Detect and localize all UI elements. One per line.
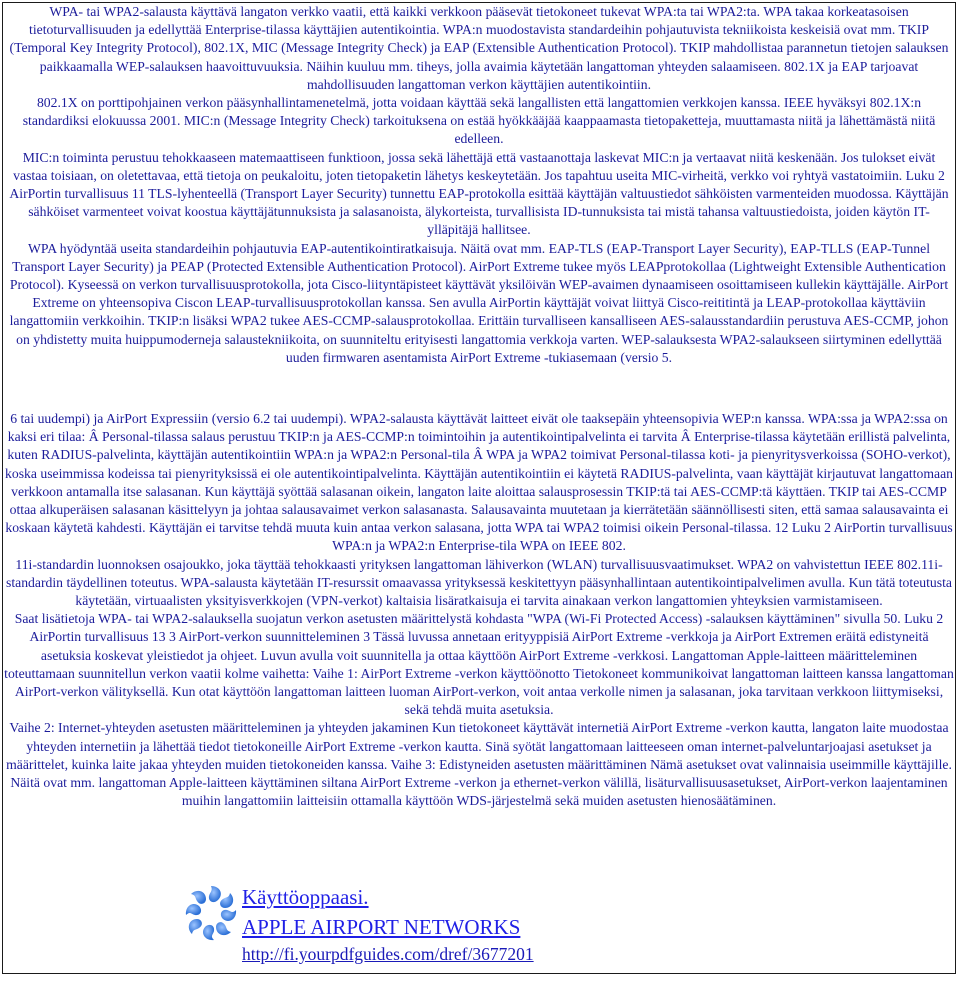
text-block-top [4, 3, 954, 367]
paragraph: MIC:n toiminta perustuu tehokkaaseen matemaattiseen funktioon, jossa sekä lähettäjä että vastaanottaja laskevat MIC:n ja vertaavat niitä keskenään. Jos tulokset eivät vastaa toisiaan, on oletettavaa, että tietoja on peukaloitu, joten tietopaketin lähetys keskeytetään. Jos tapahtuu useita MIC-virheitä, verkko voi ryhtyä vastatoimiin. Luku 2 AirPortin turvallisuus 11 TLS-lyhenteellä (Transport Layer Security) tunnettu EAP-protokolla esittää käyttäjän valtuustiedot sähköisten varmenteiden muodossa. Käyttäjän sähköiset varmenteet voivat koostua käyttäjätunnuksista ja salasanoista, älykorteista, turvallisista ID-tunnuksista tai mistä tahansa valtuustiedoista, joiden käytön IT-ylläpitäjä hallitsee. [9, 149, 949, 238]
paragraph: Vaihe 2: Internet-yhteyden asetusten määritteleminen ja yhteyden jakaminen Kun tietokoneet käyttävät internetiä AirPort Extreme -verkon kautta, langaton laite muodostaa yhteyden internetiin ja lähettää tiedot tietokoneille AirPort Extreme -verkon kautta. Sinä syötät langattomaan laitteeseen oman internet-palveluntarjoajasi asetukset ja määrittelet, kuinka laite jakaa yhteyden muiden tietokoneiden kanssa. Vaihe 3: Edistyneiden asetusten määrittäminen Nämä asetukset ovat valinnaisia useimmille käyttäjille. Näitä ovat mm. langattoman Apple-laitteen käyttäminen siltana AirPort Extreme -verkon ja ethernet-verkon välillä, lisäturvallisuusasetukset, AirPort-verkon laajentaminen muihin langattomiin laitteisiin ottamalla käyttöön WDS-järjestelmä sekä muiden asetusten hienosäätäminen. [6, 720, 952, 809]
blue-swirl-logo-icon [180, 882, 242, 944]
paragraph: 6 tai uudempi) ja AirPort Expressiin (versio 6.2 tai uudempi). WPA2-salausta käyttävät laitteet eivät ole taaksepäin yhteensopivia WEP:n kanssa. WPA:ssa ja WPA2:ssa on kaksi eri tilaa: Â Personal-tilassa salaus perustuu TKIP:n ja AES-CCMP:n toimintoihin ja autentikointipalvelinta ei tarvita Â Enterprise-tilassa käytetään erillistä palvelinta, kuten RADIUS-palvelinta, käyttäjän autentikointiin WPA:n ja WPA2:n Personal-tila Â WPA ja WPA2 toimivat Personal-tilassa koti- ja pienyritysverkoissa (SOHO-verkot), koska useimmissa kodeissa tai pienyrityksissä ei ole autentikointipalvelinta. Käyttäjän autentikointiin ei käytetä RADIUS-palvelinta, vaan käyttäjät kirjautuvat langattomaan verkkoon antamalla itse salasanan. Kun käyttäjä syöttää salasanan oikein, langaton laite aloittaa salausprosessin TKIP:tä tai AES-CCMP:tä käyttäen. TKIP tai AES-CCMP ottaa alkuperäisen salasanan käsittelyyn ja johtaa salausavaimet verkon salasanasta. Salausavainta muutetaan ja kierrätetään säännöllisesti siten, että samaa salausavainta ei koskaan käytetä kahdesti. Käyttäjän ei tarvitse tehdä muuta kuin antaa verkon salasana, jotta WPA tai WPA2 toimisi oikein Personal-tilassa. 12 Luku 2 AirPortin turvallisuus WPA:n ja WPA2:n Enterprise-tila WPA on IEEE 802. [5, 411, 953, 554]
manuals-link[interactable]: Käyttöoppaasi. [242, 885, 369, 909]
paragraph: 802.1X on porttipohjainen verkon pääsynhallintamenetelmä, jotta voidaan käyttää sekä langallisten että langattomien verkkojen kanssa. IEEE hyväksyi 802.1X:n standardiksi elokuussa 2001. MIC:n (Message Integrity Check) tarkoituksena on estää hyökkääjää kaappaamasta tietopaketteja, muuttamasta niitä ja lähettämästä niitä edelleen. [22, 95, 936, 147]
paragraph: WPA- tai WPA2-salausta käyttävä langaton verkko vaatii, että kaikki verkkoon pääsevät tietokoneet tukevat WPA:ta tai WPA2:ta. WPA takaa korkeatasoisen tietoturvallisuuden ja edellyttää Enterprise-tilassa käyttäjien autentikointia. WPA:n muodostavista standardeihin pohjautuvista tekniikoista keskeisiä ovat mm. TKIP (Temporal Key Integrity Protocol), 802.1X, MIC (Message Integrity Check) ja EAP (Extensible Authentication Protocol). TKIP mahdollistaa parannetun tietojen salauksen paikkaamalla WEP-salauksen haavoittuvuuksia. Näihin kuuluu mm. tiheys, jolla avaimia käytetään langattoman yhteyden salaamiseen. 802.1X ja EAP tarjoavat mahdollisuuden langattoman verkon käyttäjien autentikointiin. [9, 4, 949, 92]
paragraph: 11i-standardin luonnoksen osajoukko, joka täyttää tehokkaasti yrityksen langattoman lähiverkon (WLAN) turvallisuusvaatimukset. WPA2 on vahvistettun IEEE 802.11i-standardin täydellinen toteutus. WPA-salausta käytetään IT-resurssit omaavassa yrityksessä keskitettyyn pääsynhallintaan autentikointipalvelimen avulla. Kun tätä toteutusta käytetään, virtuaalisten yksityisverkkojen (VPN-verkot) kaltaisia lisäratkaisuja ei tarvita ainakaan verkon langattomien yhteyksien varmistamiseen. [6, 556, 952, 609]
footer-links [242, 882, 534, 966]
text-block-bottom [4, 410, 954, 810]
footer [170, 882, 670, 968]
paragraph: WPA hyödyntää useita standardeihin pohjautuvia EAP-autentikointiratkaisuja. Näitä ovat mm. EAP-TLS (EAP-Transport Layer Security), EAP-TLLS (EAP-Tunnel Transport Layer Security) ja PEAP (Protected Extensible Authentication Protocol). AirPort Extreme tukee myös LEAPprotokollaa (Lightweight Extensible Authentication Protocol). Kyseessä on verkon turvallisuusprotokolla, jota Cisco-liityntäpisteet käyttävät yksilöivän WEP-avaimen dynaamiseen osoittamiseen kullekin käyttäjälle. AirPort Extreme on yhteensopiva Ciscon LEAP-turvallisuusprotokollan kanssa. Sen avulla AirPortin käyttäjät voivat liittyä Cisco-reititintä ja LEAP-protokollaa käyttäviin langattomiin verkkoihin. TKIP:n lisäksi WPA2 tukee AES-CCMP-salausprotokollaa. Erittäin turvalliseen kansalliseen AES-salausstandardiin perustuva AES-CCMP, johon on yhdistetty muita huippumoderneja salaustekniikoita, on suunniteltu erityisesti langattomia verkkoja varten. WEP-salauksesta WPA2-salaukseen siirtyminen edellyttää uuden firmwaren asentamista AirPort Extreme -tukiasemaan (versio 5. [9, 240, 949, 365]
paragraph: Saat lisätietoja WPA- tai WPA2-salauksella suojatun verkon asetusten määrittelystä kohdasta "WPA (Wi-Fi Protected Access) -salauksen käyttäminen" sivulla 50. Luku 2 AirPortin turvallisuus 13 3 AirPort-verkon suunnitteleminen 3 Tässä luvussa annetaan erityyppisiä AirPort Extreme -verkkoja ja AirPort Extremen eräitä edistyneitä asetuksia koskevat yleistiedot ja ohjeet. Luvun avulla voit suunnitella ja ottaa käyttöön AirPort Extreme -verkkosi. Langattoman Apple-laitteen määritteleminen toteuttamaan suunnitellun verkon vaatii kolme vaihetta: Vaihe 1: AirPort Extreme -verkon käyttöönotto Tietokoneet kommunikoivat langattoman laitteen kanssa langattoman AirPort-verkon välityksellä. Kun otat käyttöön langattoman laitteen luoman AirPort-verkon, voit antaa verkolle nimen ja salasanan, joka tarvitaan verkkoon liittymiseksi, sekä tehdä muita asetuksia. [4, 611, 954, 718]
product-link[interactable]: APPLE AIRPORT NETWORKS [242, 915, 521, 939]
source-url-link[interactable]: http://fi.yourpdfguides.com/dref/3677201 [242, 944, 534, 964]
